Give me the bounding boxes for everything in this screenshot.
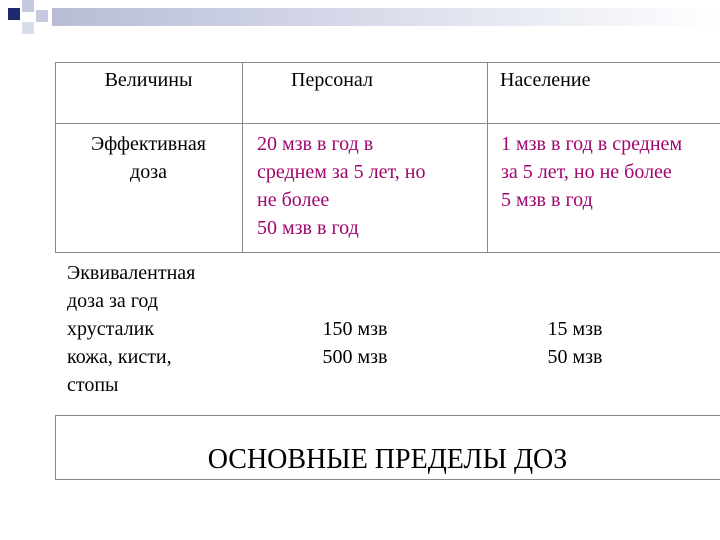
table-border (55, 123, 720, 124)
equivalent-dose-population-value: 50 мзв (547, 346, 603, 368)
effective-dose-personnel-line: 20 мзв в год в (257, 133, 374, 155)
equivalent-dose-label-line: Эквивалентная (67, 262, 196, 284)
equivalent-dose-personnel-value: 150 мзв (322, 318, 388, 340)
effective-dose-label-line: Эффективная (91, 133, 206, 155)
effective-dose-label (55, 130, 242, 186)
effective-dose-population-line: 5 мзв в год (501, 189, 593, 211)
equivalent-dose-label (67, 259, 242, 399)
header-quantity: Величины (104, 69, 193, 91)
effective-dose-personnel-line: среднем за 5 лет, но (257, 161, 426, 183)
equivalent-dose-population-value: 15 мзв (547, 318, 603, 340)
effective-dose-population (501, 130, 720, 214)
table-border (55, 415, 720, 416)
decor-square-dark (8, 8, 20, 20)
decor-gradient-bar (52, 8, 720, 26)
equivalent-dose-population (500, 315, 650, 371)
decor-square-light (22, 22, 34, 34)
equivalent-dose-personnel-value: 500 мзв (322, 346, 388, 368)
effective-dose-personnel (257, 130, 482, 242)
decor-square-light (22, 0, 34, 12)
table-border-top (55, 62, 720, 63)
effective-dose-label-line: доза (130, 161, 167, 183)
effective-dose-population-line: 1 мзв в год в среднем (501, 133, 683, 155)
effective-dose-population-line: за 5 лет, но не более (501, 161, 672, 183)
table-column-divider (487, 62, 488, 252)
table-border (55, 252, 720, 253)
decor-square-light (36, 10, 48, 22)
equivalent-dose-label-line: стопы (67, 374, 119, 396)
effective-dose-personnel-line: 50 мзв в год (257, 217, 359, 239)
equivalent-dose-label-line: кожа, кисти, (67, 346, 172, 368)
equivalent-dose-label-line: хрусталик (67, 318, 155, 340)
equivalent-dose-label-line: доза за год (67, 290, 159, 312)
equivalent-dose-personnel (280, 315, 430, 371)
header-population: Население (500, 69, 591, 91)
header-personnel: Персонал (291, 69, 373, 91)
header-decoration (0, 0, 720, 40)
effective-dose-personnel-line: не более (257, 189, 330, 211)
slide-title: ОСНОВНЫЕ ПРЕДЕЛЫ ДОЗ (207, 444, 568, 475)
